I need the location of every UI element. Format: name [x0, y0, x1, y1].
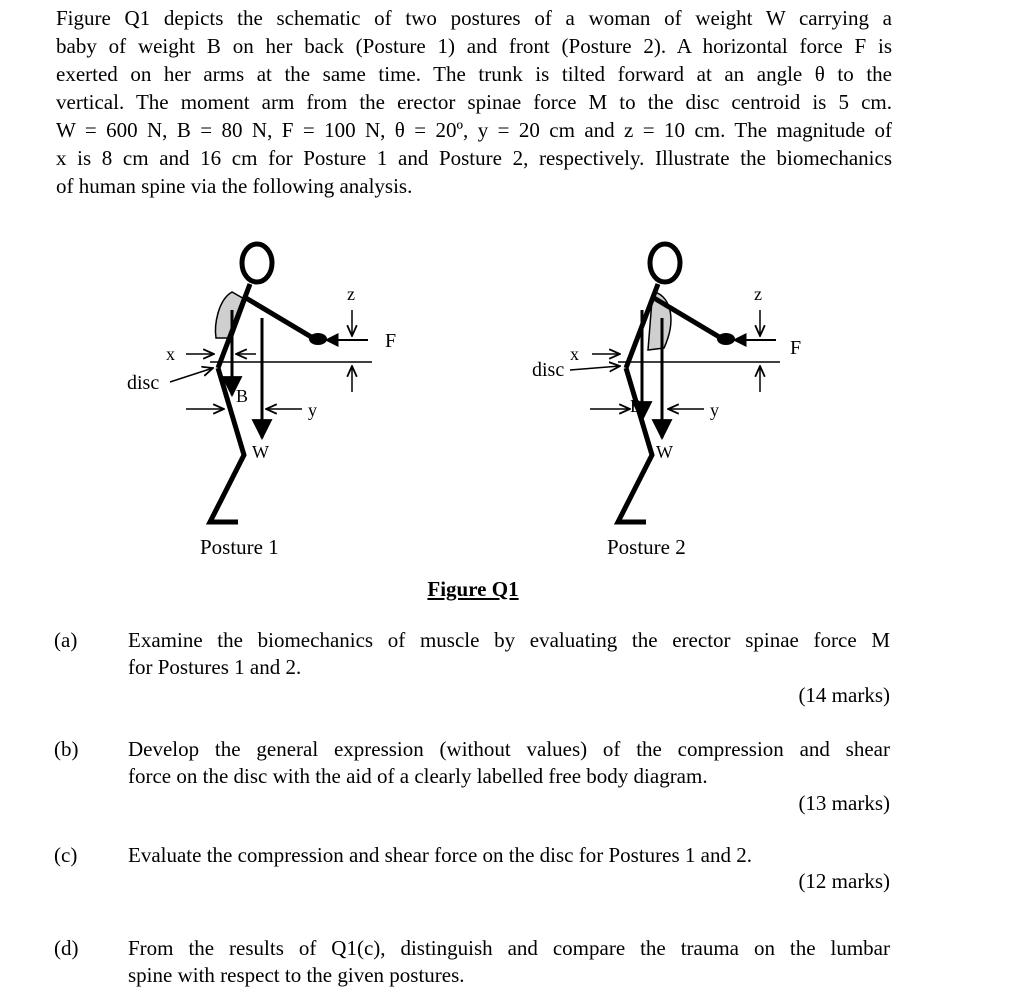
- hand-shape: [717, 333, 735, 345]
- arm-line: [246, 298, 313, 338]
- question-d-label: (d): [54, 936, 79, 960]
- label-f: F: [385, 330, 397, 352]
- label-z: z: [754, 284, 762, 304]
- question-line: Develop the general expression (without values) of the compression and shear: [128, 737, 890, 761]
- label-x: x: [570, 344, 579, 364]
- intro-line: of human spine via the following analysis.: [56, 174, 413, 198]
- leg-line: [210, 368, 244, 522]
- baby-shape: [216, 292, 246, 338]
- label-x: x: [166, 344, 175, 364]
- question-line: Evaluate the compression and shear force on the disc for Postures 1 and 2.: [128, 843, 752, 867]
- question-c-marks: (12 marks): [798, 869, 890, 893]
- question-d-text: [128, 935, 890, 989]
- question-line: force on the disc with the aid of a clearly labelled free body diagram.: [128, 764, 708, 788]
- question-line: Examine the biomechanics of muscle by evaluating the erector spinae force M: [128, 628, 890, 652]
- question-line: spine with respect to the given postures.: [128, 963, 465, 987]
- intro-line: exerted on her arms at the same time. The trunk is tilted forward at an angle θ to the: [56, 62, 892, 86]
- leg-line: [618, 368, 652, 522]
- label-w: W: [252, 442, 269, 462]
- label-b: B: [630, 396, 643, 416]
- question-a-marks: (14 marks): [798, 683, 890, 707]
- label-b: B: [236, 386, 249, 406]
- intro-line: W = 600 N, B = 80 N, F = 100 N, θ = 20º, y = 20 cm and z = 10 cm. The magnitude of: [56, 118, 892, 142]
- head-shape: [242, 244, 272, 282]
- posture-caption: Posture 2: [607, 535, 686, 559]
- baby-shape: [648, 292, 671, 350]
- label-z: z: [347, 284, 355, 304]
- trunk-line: [626, 284, 658, 368]
- question-line: From the results of Q1(c), distinguish and compare the trauma on the lumbar: [128, 936, 890, 960]
- intro-line: x is 8 cm and 16 cm for Posture 1 and Posture 2, respectively. Illustrate the biomechanics: [56, 146, 892, 170]
- label-disc: disc: [127, 372, 160, 394]
- intro-line: Figure Q1 depicts the schematic of two postures of a woman of weight W carrying a: [56, 6, 892, 30]
- question-b-label: (b): [54, 737, 79, 761]
- label-y: y: [710, 400, 719, 420]
- label-disc: disc: [532, 359, 565, 381]
- question-a-label: (a): [54, 628, 78, 652]
- posture-caption: Posture 1: [200, 535, 279, 559]
- label-w: W: [656, 442, 673, 462]
- intro-line: baby of weight B on her back (Posture 1) and front (Posture 2). A horizontal force F is: [56, 34, 892, 58]
- question-c-text: [128, 842, 890, 869]
- question-b-text: [128, 736, 890, 790]
- posture-1-diagram: [127, 244, 396, 559]
- intro-line: vertical. The moment arm from the erector spinae force M to the disc centroid is 5 cm.: [56, 90, 892, 114]
- figure-title: Figure Q1: [427, 577, 519, 601]
- question-b-marks: (13 marks): [798, 791, 890, 815]
- posture-2-diagram: [532, 244, 801, 559]
- label-y: y: [308, 400, 317, 420]
- trunk-line: [218, 284, 250, 368]
- question-a-text: [128, 627, 890, 681]
- intro-paragraph: [56, 4, 892, 200]
- hand-shape: [309, 333, 327, 345]
- label-f: F: [790, 337, 802, 359]
- head-shape: [650, 244, 680, 282]
- question-c-label: (c): [54, 843, 78, 867]
- question-line: for Postures 1 and 2.: [128, 655, 302, 679]
- arm-line: [654, 298, 721, 338]
